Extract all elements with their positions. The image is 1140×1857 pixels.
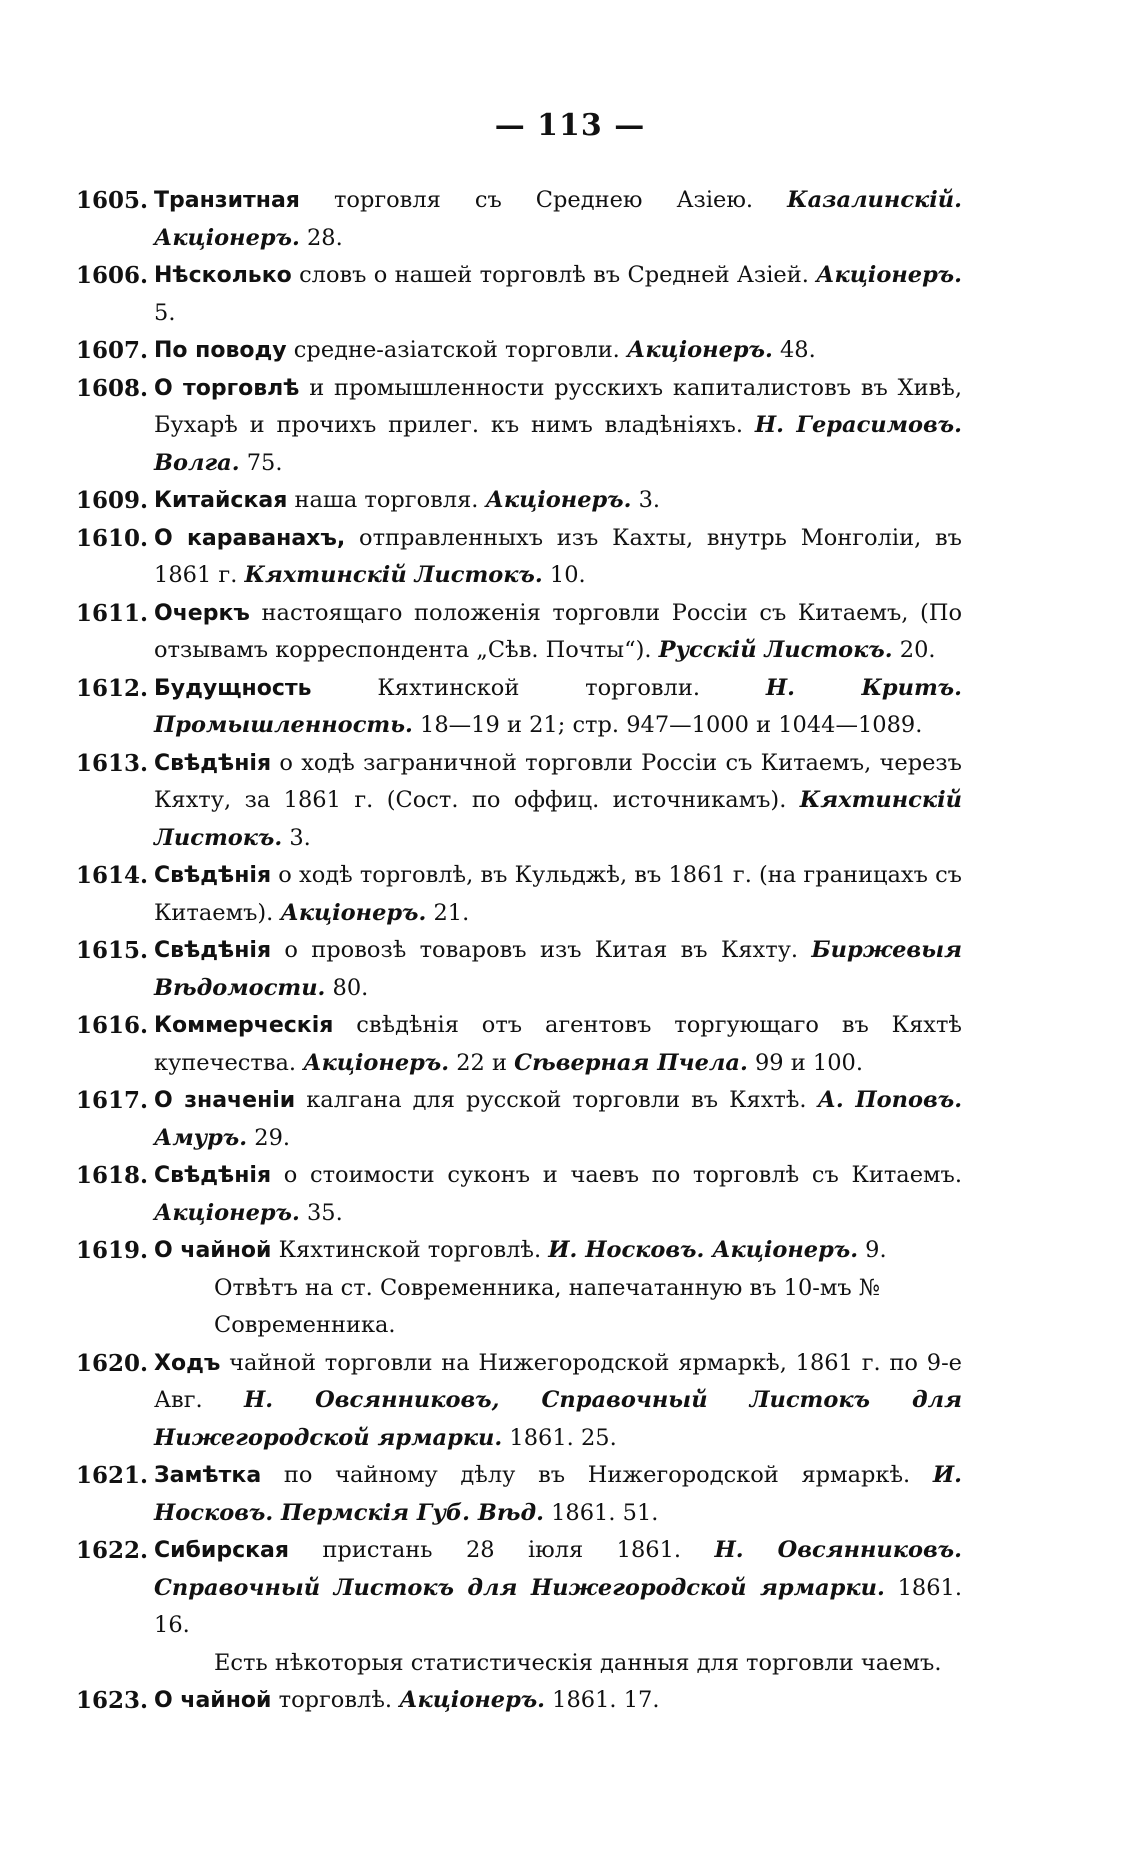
- entry-text: Кяхтинской торговлѣ.: [271, 1237, 549, 1263]
- bibliography-entry: [62, 670, 962, 745]
- entry-issue: 20.: [892, 637, 936, 663]
- entry-source: Н. Овсянниковъ. Справочный Листокъ для Нижегородской ярмарки.: [154, 1537, 962, 1601]
- entry-heading: Транзитная: [154, 188, 300, 213]
- entry-text: о стоимости суконъ и чаевъ по торговлѣ съ Китаемъ.: [271, 1162, 962, 1188]
- entry-issue: 9.: [858, 1237, 887, 1263]
- entry-text: настоящаго положенія торговли Россіи съ Китаемъ, (По отзывамъ корреспондента „Сѣв. Почты“).: [154, 599, 962, 663]
- entry-number: 1620.: [75, 1349, 148, 1377]
- entry-text: и промышленности русскихъ капиталистовъ въ Хивѣ, Бухарѣ и прочихъ прилег. къ нимъ владѣніяхъ.: [154, 374, 962, 438]
- entry-heading: О караванахъ,: [154, 525, 346, 551]
- entry-note: Есть нѣкоторыя статистическія данныя для торговли чаемъ.: [214, 1649, 942, 1676]
- bibliography-entry: [62, 932, 962, 1007]
- entry-heading: Замѣтка: [154, 1463, 262, 1488]
- entry-source: Биржевыя Вѣдомости.: [154, 937, 962, 1001]
- page-number: — 113 —: [494, 108, 646, 143]
- entry-number: 1608.: [75, 374, 148, 402]
- entry-issue: 1861. 51.: [543, 1499, 659, 1526]
- entry-number: 1612.: [75, 674, 148, 702]
- entry-number: 1621.: [75, 1462, 148, 1489]
- bibliography-entry: [62, 1532, 962, 1645]
- entry-source: Кяхтинскій Листокъ.: [154, 787, 962, 851]
- entry-issue: 75.: [239, 449, 283, 476]
- entry-heading: Коммерческія: [154, 1013, 334, 1038]
- entry-text: о ходѣ заграничной торговли Россіи съ Китаемъ, черезъ Кяхту, за 1861 г. (Сост. по оффиц. источникамъ).: [154, 749, 962, 813]
- entry-number: 1614.: [75, 862, 148, 889]
- entry-number: 1613.: [75, 749, 148, 777]
- entry-heading: Свѣдѣнія: [154, 863, 272, 888]
- entry-issue: 3.: [282, 824, 311, 851]
- entry-issue-2: 99 и 100.: [747, 1049, 863, 1076]
- entry-text: калгана для русской торговли въ Кяхтѣ.: [295, 1087, 818, 1113]
- bibliography-entry: [62, 482, 962, 520]
- entry-text: Кяхтинской торговли.: [311, 674, 766, 701]
- entry-text: по чайному дѣлу въ Нижегородской ярмаркѣ.: [261, 1462, 933, 1488]
- entry-source: Казалинскій. Акціонеръ.: [154, 187, 962, 251]
- entry-source: Русскій Листокъ.: [658, 637, 893, 663]
- entry-number: 1623.: [75, 1687, 148, 1714]
- bibliography-entry: [62, 257, 962, 332]
- entry-note: Отвѣтъ на ст. Современника, напечатанную въ 10-мъ № Современника.: [214, 1274, 881, 1338]
- entry-text: торговля съ Среднею Азіею.: [299, 187, 788, 213]
- bibliography-entry: [62, 182, 962, 257]
- entry-text: чайной торговли на Нижегородской ярмаркѣ, 1861 г. по 9-е Авг.: [154, 1349, 962, 1413]
- entry-heading: О чайной: [154, 1688, 272, 1713]
- entry-heading: Ходъ: [154, 1350, 221, 1376]
- entry-heading: Будущность: [154, 675, 312, 701]
- entry-source-2: Сѣверная Пчела.: [514, 1049, 748, 1076]
- entry-heading: Свѣдѣнія: [154, 938, 272, 963]
- entry-issue: 18—19 и 21; стр. 947—1000 и 1044—1089.: [412, 712, 923, 738]
- entry-source: И. Носковъ. Акціонеръ.: [548, 1237, 859, 1263]
- entry-number: 1618.: [75, 1162, 148, 1189]
- entry-heading: Очеркъ: [154, 600, 250, 626]
- entry-source: И. Носковъ. Пермскія Губ. Вѣд.: [154, 1462, 962, 1526]
- entry-issue: 1861. 16.: [154, 1574, 962, 1638]
- entry-heading: Свѣдѣнія: [154, 1163, 272, 1188]
- entry-source: Н. Критъ. Промышленность.: [154, 674, 963, 738]
- bibliography-entry: [62, 1232, 962, 1270]
- bibliography-entry: [62, 1082, 962, 1157]
- bibliography-list: [62, 182, 962, 1720]
- bibliography-entry: [62, 857, 962, 932]
- entry-number: 1606.: [75, 262, 148, 289]
- entry-source: Н. Овсянниковъ, Справочный Листокъ для Нижегородской ярмарки.: [154, 1387, 962, 1451]
- entry-heading: Китайская: [154, 488, 288, 513]
- entry-issue: 5.: [154, 299, 176, 326]
- bibliography-entry: [62, 745, 962, 858]
- entry-text: средне-азіатской торговли.: [286, 337, 627, 363]
- bibliography-entry: [62, 332, 962, 370]
- entry-text: торговлѣ.: [271, 1687, 400, 1713]
- entry-number: 1616.: [75, 1012, 148, 1039]
- entry-text: о ходѣ торговлѣ, въ Кульджѣ, въ 1861 г. (на границахъ съ Китаемъ).: [154, 862, 962, 926]
- entry-heading: По поводу: [154, 338, 287, 363]
- entry-issue: 3.: [631, 487, 661, 513]
- bibliography-entry: [62, 1457, 962, 1532]
- entry-text: словъ о нашей торговлѣ въ Средней Азіей.: [291, 262, 817, 288]
- entry-source: Акціонеръ.: [627, 337, 773, 363]
- entry-number: 1610.: [75, 524, 148, 552]
- entry-issue: 29.: [247, 1124, 291, 1151]
- entry-text: свѣдѣнія отъ агентовъ торгующаго въ Кяхтѣ купечества.: [154, 1012, 962, 1076]
- entry-issue: 48.: [772, 337, 816, 363]
- entry-source: Кяхтинскій Листокъ.: [244, 562, 543, 588]
- entry-issue: 1861. 25.: [502, 1424, 617, 1451]
- bibliography-entry: [62, 370, 962, 483]
- entry-issue: 22 и: [449, 1049, 515, 1076]
- entry-heading: О торговлѣ: [154, 375, 300, 401]
- entry-source: Акціонеръ.: [399, 1687, 546, 1713]
- entry-source: Акціонеръ.: [154, 1199, 300, 1226]
- entry-text: о провозѣ товаровъ изъ Китая въ Кяхту.: [271, 937, 812, 963]
- entry-number: 1611.: [75, 599, 148, 627]
- bibliography-entry: [62, 1345, 962, 1458]
- entry-source: Н. Герасимовъ. Волга.: [154, 412, 962, 476]
- bibliography-entry: [62, 520, 962, 595]
- entry-heading: О значеніи: [154, 1088, 296, 1113]
- entry-number: 1615.: [75, 937, 148, 964]
- entry-source: Акціонеръ.: [816, 262, 962, 288]
- bibliography-entry: [62, 1682, 962, 1720]
- entry-number: 1607.: [75, 337, 148, 364]
- entry-text: отправленныхъ изъ Кахты, внутрь Монголіи, въ 1861 г.: [154, 524, 962, 588]
- entry-issue: 80.: [325, 974, 369, 1001]
- bibliography-entry: [62, 1157, 962, 1232]
- entry-number: 1619.: [75, 1237, 148, 1264]
- bibliography-entry: [62, 1007, 962, 1082]
- entry-source: Акціонеръ.: [303, 1049, 450, 1076]
- entry-heading: О чайной: [154, 1238, 272, 1263]
- entry-number: 1605.: [75, 187, 148, 214]
- entry-text: пристань 28 іюля 1861.: [289, 1537, 715, 1563]
- entry-source: А. Поповъ. Амуръ.: [154, 1087, 963, 1151]
- entry-issue: 28.: [299, 224, 343, 251]
- entry-source: Акціонеръ.: [280, 899, 427, 926]
- entry-heading: Нѣсколько: [154, 263, 292, 288]
- entry-heading: Свѣдѣнія: [154, 750, 272, 776]
- entry-issue: 10.: [542, 562, 586, 588]
- entry-issue: 21.: [426, 899, 470, 926]
- entry-number: 1609.: [75, 487, 148, 514]
- entry-issue: 1861. 17.: [545, 1687, 660, 1713]
- entry-source: Акціонеръ.: [485, 487, 632, 513]
- entry-issue: 35.: [299, 1199, 343, 1226]
- entry-text: наша торговля.: [287, 487, 486, 513]
- entry-number: 1617.: [75, 1087, 148, 1114]
- entry-heading: Сибирская: [154, 1538, 290, 1563]
- entry-number: 1622.: [75, 1537, 148, 1564]
- bibliography-entry: [62, 595, 962, 670]
